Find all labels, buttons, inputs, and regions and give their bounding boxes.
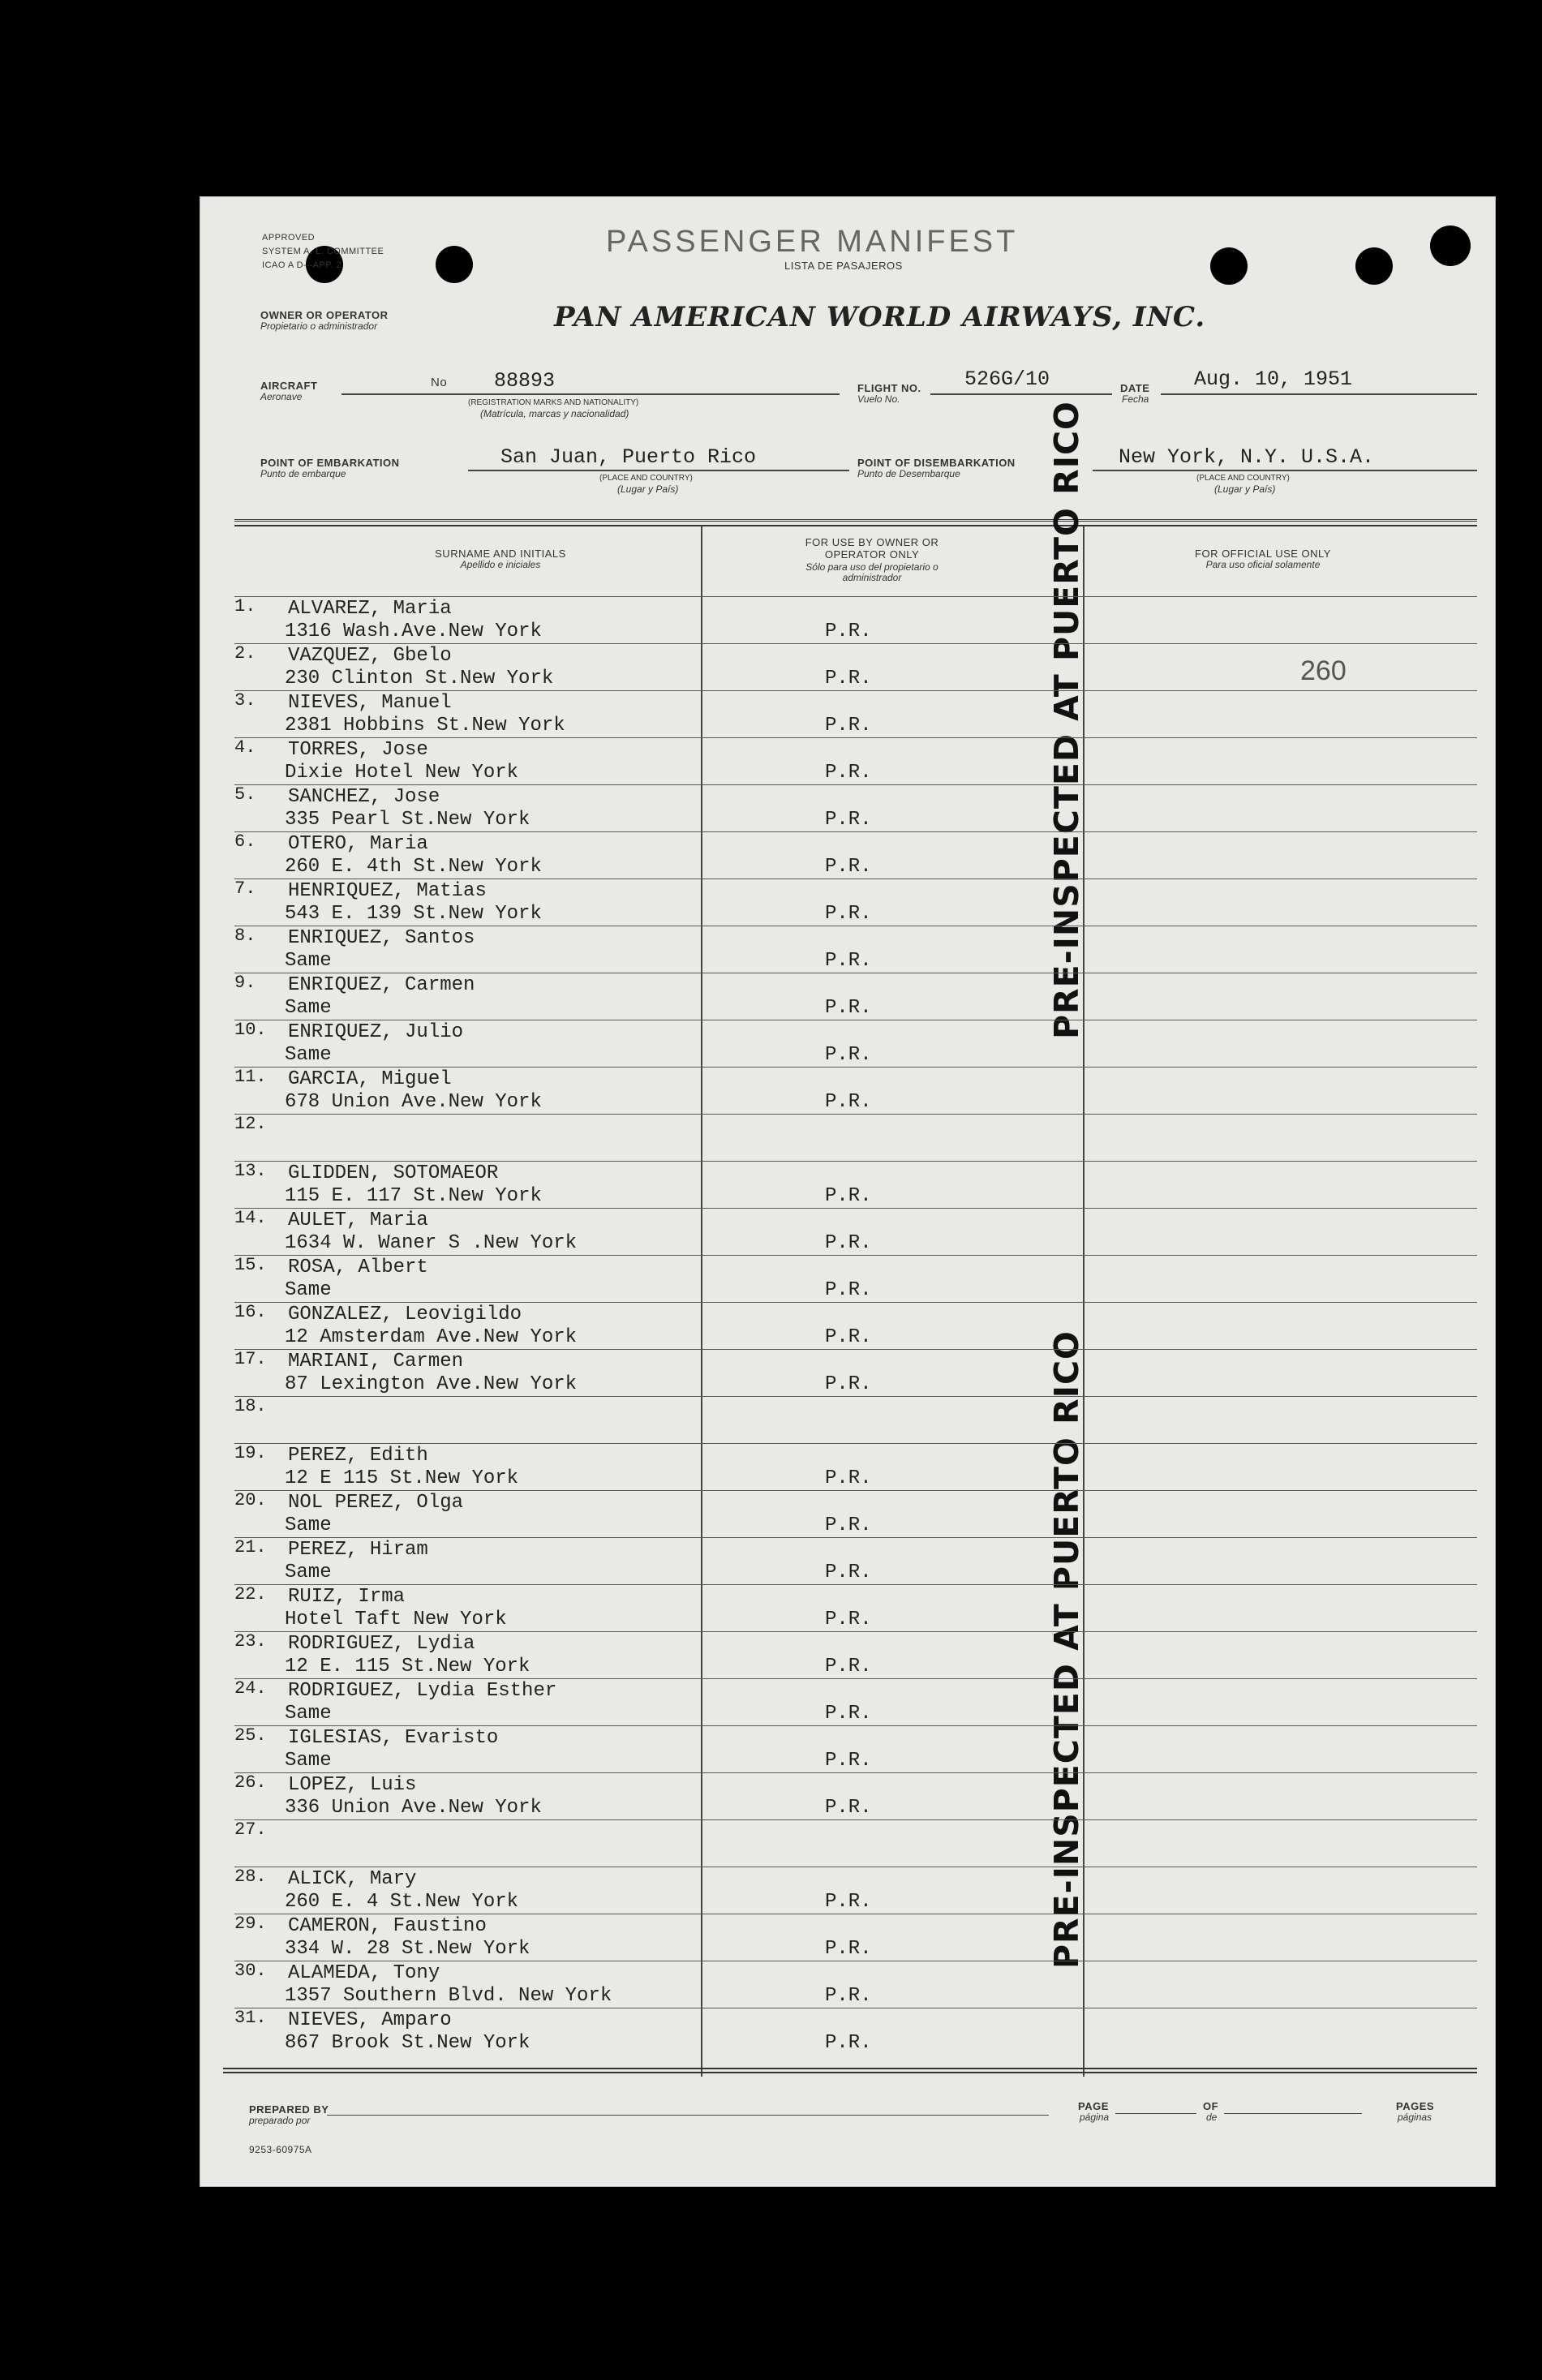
passenger-code: P.R. xyxy=(825,856,872,878)
of-label: OF xyxy=(1203,2100,1219,2112)
passenger-name: NOL PEREZ, Olga xyxy=(288,1492,464,1514)
row-number: 10. xyxy=(234,1020,267,1040)
passenger-address: 12 Amsterdam Ave.New York xyxy=(285,1326,578,1348)
passenger-address: Same xyxy=(285,1750,332,1772)
passenger-code: P.R. xyxy=(825,1279,872,1301)
passenger-code: P.R. xyxy=(825,997,872,1019)
passenger-code: P.R. xyxy=(825,1797,872,1819)
aircraft-registration: 88893 xyxy=(494,369,556,393)
passenger-address: 335 Pearl St.New York xyxy=(285,809,530,831)
approval-block: APPROVED SYSTEM A. L. COMMITTEE ICAO A D—APP. 2 xyxy=(262,233,384,270)
passenger-name: ALVAREZ, Maria xyxy=(288,598,452,620)
row-number: 19. xyxy=(234,1443,267,1463)
table-bottom-rule xyxy=(223,2068,1477,2073)
page-subtitle: LISTA DE PASAJEROS xyxy=(784,260,903,272)
passenger-name: VAZQUEZ, Gbelo xyxy=(288,645,452,667)
passenger-code: P.R. xyxy=(825,1703,872,1725)
pages-field-line xyxy=(1224,2113,1362,2114)
table-top-rule xyxy=(234,519,1477,526)
passenger-code: P.R. xyxy=(825,1514,872,1536)
row-number: 22. xyxy=(234,1584,267,1605)
passenger-code: P.R. xyxy=(825,1985,872,2007)
row-number: 27. xyxy=(234,1819,267,1840)
passenger-code: P.R. xyxy=(825,1091,872,1113)
passenger-code: P.R. xyxy=(825,1656,872,1678)
embark-value: San Juan, Puerto Rico xyxy=(500,445,757,469)
disembark-caption: (PLACE AND COUNTRY) xyxy=(1196,474,1290,483)
flight-date: Aug. 10, 1951 xyxy=(1194,367,1353,391)
operator-name: PAN AMERICAN WORLD AIRWAYS, INC. xyxy=(554,301,1206,333)
passenger-name: HENRIQUEZ, Matias xyxy=(288,880,487,902)
punch-hole xyxy=(1355,247,1393,285)
page-label: PAGE xyxy=(1078,2100,1109,2112)
passenger-address: 260 E. 4 St.New York xyxy=(285,1891,519,1913)
passenger-code: P.R. xyxy=(825,762,872,784)
row-number: 26. xyxy=(234,1772,267,1793)
passenger-address: 230 Clinton St.New York xyxy=(285,668,554,690)
passenger-address: 543 E. 139 St.New York xyxy=(285,903,542,925)
pages-label-es: páginas xyxy=(1398,2111,1432,2123)
passenger-address: 336 Union Ave.New York xyxy=(285,1797,542,1819)
passenger-address: Hotel Taft New York xyxy=(285,1609,507,1630)
passenger-code: P.R. xyxy=(825,1044,872,1066)
passenger-name: PEREZ, Edith xyxy=(288,1445,428,1467)
disembark-caption-es: (Lugar y País) xyxy=(1214,483,1276,495)
prepared-label-es: preparado por xyxy=(249,2115,311,2126)
passenger-address: 1316 Wash.Ave.New York xyxy=(285,621,542,642)
passenger-code: P.R. xyxy=(825,809,872,831)
row-number: 31. xyxy=(234,2008,267,2028)
row-number: 14. xyxy=(234,1208,267,1228)
row-number: 30. xyxy=(234,1961,267,1981)
disembark-value: New York, N.Y. U.S.A. xyxy=(1119,445,1375,469)
aircraft-label-es: Aeronave xyxy=(260,391,303,402)
passenger-code: P.R. xyxy=(825,1326,872,1348)
passenger-name: NIEVES, Manuel xyxy=(288,692,452,714)
passenger-address: 12 E 115 St.New York xyxy=(285,1467,519,1489)
flight-field-line xyxy=(930,393,1112,395)
row-number: 7. xyxy=(234,879,256,899)
official-note: 260 xyxy=(1300,655,1347,686)
row-number: 3. xyxy=(234,690,256,711)
passenger-name: TORRES, Jose xyxy=(288,739,428,761)
passenger-address: 2381 Hobbins St.New York xyxy=(285,715,565,737)
row-number: 11. xyxy=(234,1067,267,1087)
passenger-code: P.R. xyxy=(825,1467,872,1489)
embark-label-es: Punto de embarque xyxy=(260,468,346,479)
passenger-name: RODRIGUEZ, Lydia Esther xyxy=(288,1680,557,1702)
embark-caption-es: (Lugar y País) xyxy=(617,483,679,495)
passenger-code: P.R. xyxy=(825,1750,872,1772)
passenger-code: P.R. xyxy=(825,1609,872,1630)
date-label-es: Fecha xyxy=(1122,393,1149,405)
passenger-address: 1357 Southern Blvd. New York xyxy=(285,1985,612,2007)
passenger-code: P.R. xyxy=(825,621,872,642)
passenger-name: ROSA, Albert xyxy=(288,1257,428,1278)
passenger-address: 867 Brook St.New York xyxy=(285,2032,530,2054)
passenger-name: AULET, Maria xyxy=(288,1209,428,1231)
row-number: 16. xyxy=(234,1302,267,1322)
punch-hole xyxy=(436,246,473,283)
passenger-name: MARIANI, Carmen xyxy=(288,1351,464,1373)
page-field-line xyxy=(1115,2113,1196,2114)
passenger-name: ALICK, Mary xyxy=(288,1868,417,1890)
row-number: 9. xyxy=(234,973,256,993)
passenger-address: Same xyxy=(285,1703,332,1725)
passenger-name: RUIZ, Irma xyxy=(288,1586,406,1608)
passenger-address: 12 E. 115 St.New York xyxy=(285,1656,530,1678)
embark-caption: (PLACE AND COUNTRY) xyxy=(599,474,693,483)
passenger-name: ENRIQUEZ, Julio xyxy=(288,1021,464,1043)
passenger-address: 678 Union Ave.New York xyxy=(285,1091,542,1113)
col-owner-header-es: Sólo para uso del propietario o administrador xyxy=(805,561,939,583)
row-number: 8. xyxy=(234,926,256,946)
prepared-field-line xyxy=(327,2115,1049,2116)
col-surname-header-es: Apellido e iniciales xyxy=(460,559,541,570)
passenger-name: OTERO, Maria xyxy=(288,833,428,855)
disembark-label: POINT OF DISEMBARKATION xyxy=(857,457,1016,469)
passenger-name: PEREZ, Hiram xyxy=(288,1539,428,1561)
passenger-code: P.R. xyxy=(825,950,872,972)
passenger-name: RODRIGUEZ, Lydia xyxy=(288,1633,475,1655)
col-official-header-es: Para uso oficial solamente xyxy=(1205,559,1321,570)
passenger-address: 115 E. 117 St.New York xyxy=(285,1185,542,1207)
disembark-label-es: Punto de Desembarque xyxy=(857,468,960,479)
row-number: 15. xyxy=(234,1255,267,1275)
passenger-name: GLIDDEN, SOTOMAEOR xyxy=(288,1162,499,1184)
disembark-field-line xyxy=(1093,470,1477,471)
flight-number: 526G/10 xyxy=(964,367,1050,391)
passenger-name: SANCHEZ, Jose xyxy=(288,786,440,808)
row-number: 17. xyxy=(234,1349,267,1369)
col-owner-header: FOR USE BY OWNER OR OPERATOR ONLY xyxy=(805,536,939,561)
passenger-name: GARCIA, Miguel xyxy=(288,1068,452,1090)
passenger-address: Same xyxy=(285,1044,332,1066)
punch-hole xyxy=(1210,247,1248,285)
passenger-address: 334 W. 28 St.New York xyxy=(285,1938,530,1960)
passenger-address: 260 E. 4th St.New York xyxy=(285,856,542,878)
row-number: 28. xyxy=(234,1867,267,1887)
passenger-name: LOPEZ, Luis xyxy=(288,1774,417,1796)
punch-hole xyxy=(1430,226,1471,266)
row-number: 1. xyxy=(234,596,256,616)
aircraft-no-prefix: No xyxy=(431,376,448,389)
passenger-address: 1634 W. Waner S .New York xyxy=(285,1232,578,1254)
passenger-address: Same xyxy=(285,1514,332,1536)
passenger-code: P.R. xyxy=(825,1232,872,1254)
passenger-name: GONZALEZ, Leovigildo xyxy=(288,1304,522,1325)
passenger-address: Same xyxy=(285,950,332,972)
aircraft-caption-es: (Matrícula, marcas y nacionalidad) xyxy=(480,408,629,419)
row-number: 13. xyxy=(234,1161,267,1181)
passenger-address: Same xyxy=(285,1279,332,1301)
aircraft-label: AIRCRAFT xyxy=(260,380,318,392)
passenger-address: Same xyxy=(285,997,332,1019)
passenger-address: 87 Lexington Ave.New York xyxy=(285,1373,578,1395)
passenger-name: NIEVES, Amparo xyxy=(288,2009,452,2031)
embark-label: POINT OF EMBARKATION xyxy=(260,457,400,469)
passenger-name: ENRIQUEZ, Carmen xyxy=(288,974,475,996)
of-label-es: de xyxy=(1206,2111,1218,2123)
flight-label-es: Vuelo No. xyxy=(857,393,900,405)
passenger-code: P.R. xyxy=(825,715,872,737)
flight-label: FLIGHT NO. xyxy=(857,382,921,394)
passenger-code: P.R. xyxy=(825,1185,872,1207)
aircraft-field-line xyxy=(341,393,840,395)
passenger-name: ALAMEDA, Tony xyxy=(288,1962,440,1984)
prepared-label: PREPARED BY xyxy=(249,2103,329,2116)
passenger-code: P.R. xyxy=(825,2032,872,2054)
column-divider xyxy=(701,526,702,2077)
manifest-sheet xyxy=(200,196,1496,2187)
row-number: 24. xyxy=(234,1678,267,1699)
passenger-code: P.R. xyxy=(825,1373,872,1395)
row-number: 21. xyxy=(234,1537,267,1557)
col-official-header: FOR OFFICIAL USE ONLY xyxy=(1195,548,1331,560)
passenger-code: P.R. xyxy=(825,1891,872,1913)
pre-inspected-stamp: PRE-INSPECTED AT PUERTO RICO xyxy=(1047,401,1086,1039)
owner-label: OWNER OR OPERATOR xyxy=(260,309,389,321)
col-surname-header: SURNAME AND INITIALS xyxy=(435,548,566,560)
row-number: 2. xyxy=(234,643,256,664)
aircraft-caption: (REGISTRATION MARKS AND NATIONALITY) xyxy=(468,398,639,407)
row-number: 4. xyxy=(234,737,256,758)
date-label: DATE xyxy=(1120,382,1150,394)
row-number: 18. xyxy=(234,1396,267,1416)
embark-field-line xyxy=(468,470,849,471)
row-number: 29. xyxy=(234,1914,267,1934)
row-number: 25. xyxy=(234,1725,267,1746)
row-number: 6. xyxy=(234,831,256,852)
passenger-code: P.R. xyxy=(825,1562,872,1583)
page-title: PASSENGER MANIFEST xyxy=(606,225,1019,259)
passenger-address: Same xyxy=(285,1562,332,1583)
row-number: 5. xyxy=(234,784,256,805)
passenger-name: CAMERON, Faustino xyxy=(288,1915,487,1937)
passenger-code: P.R. xyxy=(825,1938,872,1960)
owner-label-es: Propietario o administrador xyxy=(260,320,378,332)
page-label-es: página xyxy=(1080,2111,1110,2123)
passenger-name: ENRIQUEZ, Santos xyxy=(288,927,475,949)
passenger-code: P.R. xyxy=(825,668,872,690)
form-code: 9253-60975A xyxy=(249,2144,312,2155)
passenger-code: P.R. xyxy=(825,903,872,925)
passenger-address: Dixie Hotel New York xyxy=(285,762,519,784)
row-number: 12. xyxy=(234,1114,267,1134)
passenger-name: IGLESIAS, Evaristo xyxy=(288,1727,499,1749)
pages-label: PAGES xyxy=(1396,2100,1435,2112)
date-field-line xyxy=(1161,393,1477,395)
row-number: 20. xyxy=(234,1490,267,1510)
pre-inspected-stamp: PRE-INSPECTED AT PUERTO RICO xyxy=(1047,1330,1086,1969)
row-number: 23. xyxy=(234,1631,267,1652)
